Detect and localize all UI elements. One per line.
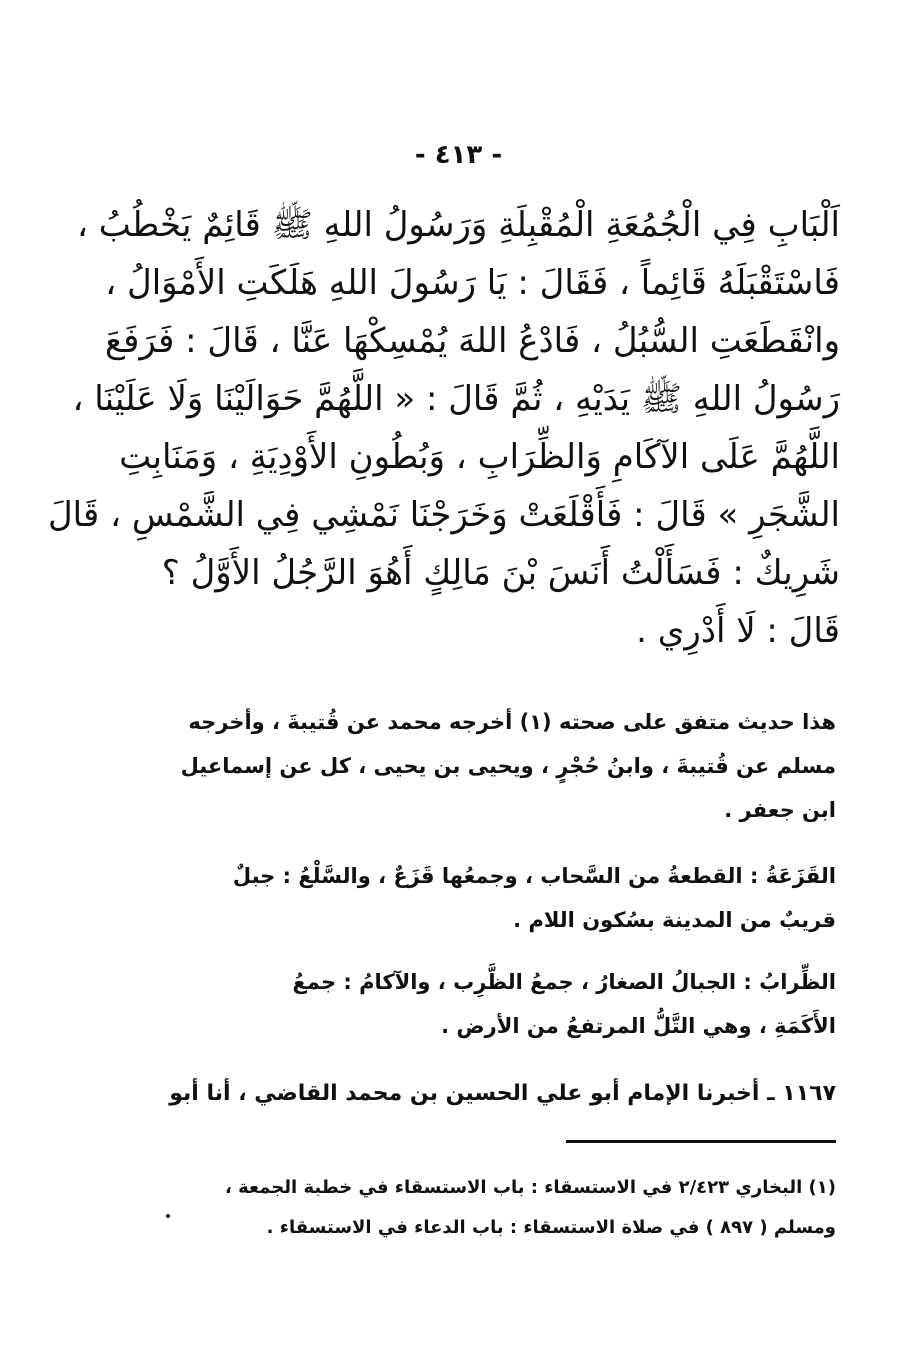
hadith-line: وانْقَطَعَتِ السُّبُلُ ، فَادْعُ اللهَ يُمْسِكْهَا عَنَّا ، قَالَ : فَرَفَعَ xyxy=(104,321,840,361)
commentary-line: قريبٌ من المدينة بسُكون اللام . xyxy=(513,908,836,932)
hadith-line: قَالَ : لَا أَدْرِي . xyxy=(636,611,840,651)
hadith-line: اَلْبَابِ فِي الْجُمُعَةِ الْمُقْبِلَةِ وَرَسُولُ اللهِ ﷺ قَائِمٌ يَخْطُبُ ، xyxy=(76,205,840,245)
commentary-line: ١١٦٧ ـ أخبرنا الإمام أبو علي الحسين بن محمد القاضي ، أنا أبو xyxy=(169,1081,836,1106)
hadith-line: فَاسْتَقْبَلَهُ قَائِماً ، فَقَالَ : يَا رَسُولَ اللهِ هَلَكَتِ الأَمْوَالُ ، xyxy=(105,263,840,303)
hadith-line: اللَّهُمَّ عَلَى الآكَامِ وَالظِّرَابِ ، وَبُطُونِ الأَوْدِيَةِ ، وَمَنَابِتِ xyxy=(119,437,840,477)
commentary-glossary-qazaa xyxy=(168,854,836,942)
hadith-text xyxy=(47,196,840,660)
commentary-line: ابن جعفر . xyxy=(724,798,836,822)
hadith-line: شَرِيكٌ : فَسَأَلْتُ أَنَسَ بْنَ مَالِكٍ أَهُوَ الرَّجُلُ الأَوَّلُ ؟ xyxy=(161,553,840,593)
commentary-line: القَزَعَةُ : القطعةُ من السَّحاب ، وجمعُها قَزَعٌ ، والسَّلْعُ : جبلٌ xyxy=(232,864,836,888)
footnote-line: (١) البخاري ٢/٤٢٣ في الاستسقاء : باب الاستسقاء في خطبة الجمعة ، xyxy=(225,1177,836,1198)
footnote-line: ومسلم ( ٨٩٧ ) في صلاة الاستسقاء : باب الدعاء في الاستسقاء . xyxy=(266,1217,836,1238)
commentary-authentication xyxy=(168,700,836,832)
hadith-line: الشَّجَرِ » قَالَ : فَأَقْلَعَتْ وَخَرَجْنَا نَمْشِي فِي الشَّمْسِ ، قَالَ xyxy=(47,495,840,535)
commentary-line: مسلم عن قُتيبةَ ، وابنُ حُجْرٍ ، ويحيى بن يحيى ، كل عن إسماعيل xyxy=(180,754,836,778)
hadith-line: رَسُولُ اللهِ ﷺ يَدَيْهِ ، ثُمَّ قَالَ : « اللَّهُمَّ حَوَالَيْنَا وَلَا عَلَيْنَا ، xyxy=(72,379,840,419)
next-hadith-start xyxy=(168,1072,836,1116)
commentary-line: الأَكَمَةِ ، وهي التَّلُّ المرتفعُ من الأرض . xyxy=(441,1014,836,1038)
footnotes xyxy=(170,1168,836,1248)
page-number: - ٤١٣ - xyxy=(414,140,503,170)
footnote-divider xyxy=(566,1140,836,1143)
commentary-line: هذا حديث متفق على صحته (١) أخرجه محمد عن قُتيبةَ ، وأخرجه xyxy=(188,710,836,734)
print-speck xyxy=(166,1214,170,1218)
commentary-line: الظِّرابُ : الجبالُ الصغارُ ، جمعُ الظَّرِب ، والآكامُ : جمعُ xyxy=(292,970,836,994)
commentary-glossary-zirab xyxy=(168,960,836,1048)
